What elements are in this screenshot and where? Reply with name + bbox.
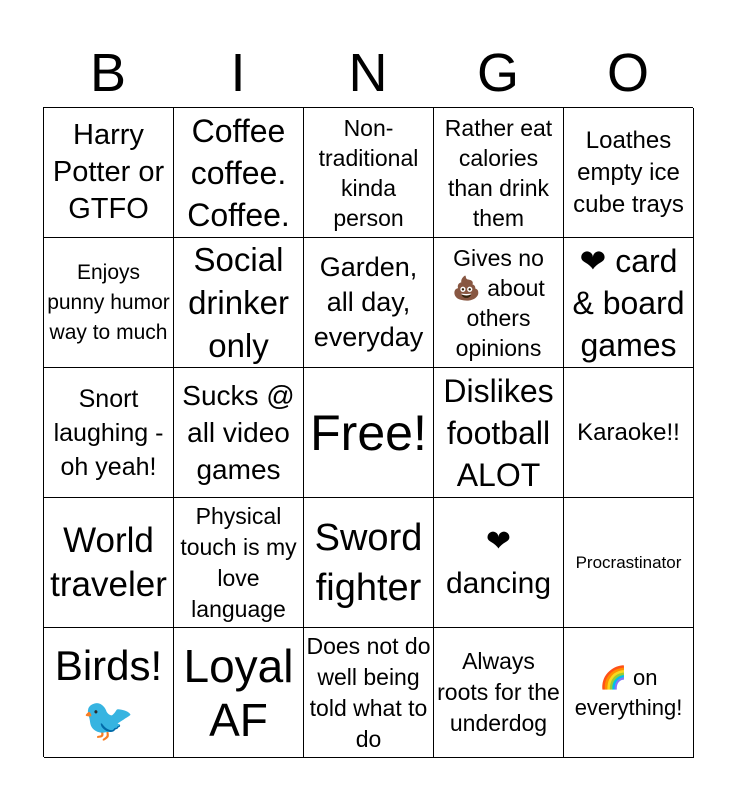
bingo-cell[interactable] [304,498,434,628]
cell-text: Gives no 💩 about others opinions [452,244,545,361]
bingo-header [43,40,693,106]
cell-text: Harry Potter or GTFO [52,119,165,225]
bingo-cell[interactable] [434,498,564,628]
cell-text: Sword fighter [314,516,423,609]
bingo-cell[interactable] [174,498,304,628]
cell-text: Dislikes football ALOT [443,372,554,493]
cell-text: ❤ dancing [445,524,552,600]
cell-text: Coffee coffee. Coffee. [187,112,290,233]
bingo-cell[interactable] [564,108,694,238]
bingo-cell[interactable] [174,368,304,498]
header-letter-i: I [230,43,246,103]
cell-text: Always roots for the underdog [437,648,560,736]
cell-text: Birds! 🐦 [54,641,163,743]
bingo-cell[interactable] [304,238,434,368]
bingo-cell[interactable] [174,238,304,368]
bingo-cell[interactable] [434,368,564,498]
cell-text: 🌈 on everything! [574,664,683,720]
cell-text: Non-traditional kinda person [318,114,419,231]
cell-text: Sucks @ all video games [182,380,295,485]
cell-text: Karaoke!! [577,418,680,446]
bingo-cell[interactable] [564,368,694,498]
bingo-cell[interactable] [564,238,694,368]
cell-text: Does not do well being told what to do [306,632,431,752]
bingo-cell[interactable] [434,628,564,758]
header-letter-n: N [348,43,388,103]
bingo-cell[interactable] [304,628,434,758]
cell-text: ❤ card & board games [572,242,685,363]
bingo-cell[interactable] [434,238,564,368]
bingo-cell[interactable] [44,108,174,238]
bingo-cell[interactable] [44,628,174,758]
cell-text: World traveler [50,520,167,604]
cell-text: Physical touch is my love language [180,502,297,622]
bingo-cell[interactable] [304,108,434,238]
header-letter-b: B [89,43,127,103]
bingo-cell[interactable] [434,108,564,238]
cell-text: Garden, all day, everyday [313,252,424,352]
bingo-cell[interactable] [44,238,174,368]
header-letter-g: G [476,43,519,103]
cell-text: Procrastinator [575,552,682,572]
free-space[interactable] [304,368,434,498]
cell-text: Rather eat calories than drink them [444,114,553,231]
bingo-grid [43,107,693,757]
cell-text: Snort laughing - oh yeah! [53,384,164,481]
bingo-cell[interactable] [174,628,304,758]
bingo-cell[interactable] [44,368,174,498]
cell-text: Social drinker only [188,241,289,364]
bingo-cell[interactable] [564,628,694,758]
bingo-cell[interactable] [564,498,694,628]
cell-text: Loyal AF [183,639,294,746]
cell-text: Free! [310,404,427,461]
cell-text: Enjoys punny humor way to much [47,260,170,344]
header-letter-o: O [606,43,649,103]
bingo-cell[interactable] [44,498,174,628]
cell-text: Loathes empty ice cube trays [573,126,684,218]
bingo-cell[interactable] [174,108,304,238]
